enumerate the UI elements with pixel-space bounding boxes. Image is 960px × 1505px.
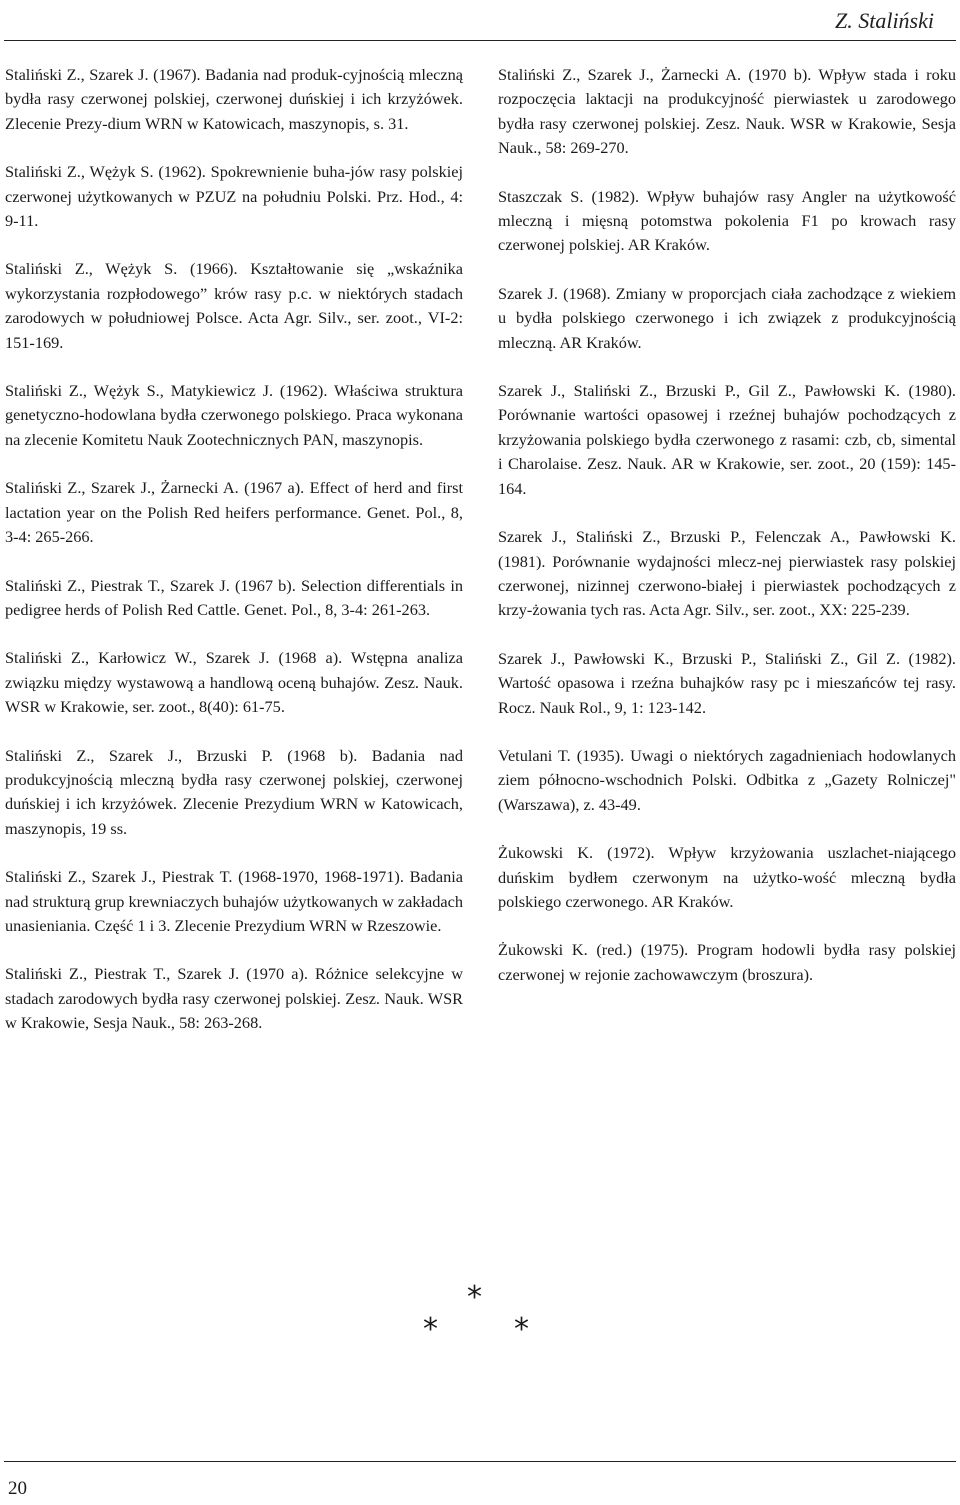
left-column [5,63,463,1060]
reference-entry: Staszczak S. (1982). Wpływ buhajów rasy Angler na użytkowość mleczną i mięsną potomstwa pokolenia F1 po krowach rasy czerwonej polskiej. AR Kraków. [498,186,956,255]
asterisk-left: * [423,1312,438,1347]
section-end-asterisks [415,1270,555,1350]
asterisk-right: * [514,1312,529,1347]
reference-entry: Staliński Z., Szarek J. (1967). Badania nad produk-cyjnością mleczną bydła rasy czerwonej polskiej, czerwonej duńskiej i ich krzyżówek. Zlecenie Prezy-dium WRN w Katowicach, maszynopis, s. 31. [5,65,463,133]
asterisk-top: * [467,1280,482,1315]
reference-entry: Staliński Z., Wężyk S. (1966). Kształtowanie się „wskaźnika wykorzystania rozpłodowego” krów rasy p.c. w niektórych stadach zarodowych w południowej Polsce. Acta Agr. Silv., ser. zoot., VI-2: 151-169. [5,259,463,352]
reference-entry: Staliński Z., Piestrak T., Szarek J. (1970 a). Różnice selekcyjne w stadach zarodowych bydła rasy czerwonej polskiej. Zesz. Nauk. WSR w Krakowie, Sesja Nauk., 58: 263-268. [5,964,463,1033]
reference-entry: Staliński Z., Wężyk S., Matykiewicz J. (1962). Właściwa struktura genetyczno-hodowlana bydła czerwonego polskiego. Praca wykonana na zlecenie Komitetu Nauk Zootechnicznych PAN, maszynopis. [5,381,463,449]
page-number: 20 [8,1478,27,1499]
reference-entry: Staliński Z., Karłowicz W., Szarek J. (1968 a). Wstępna analiza związku między wystawową a handlową oceną buhajów. Zesz. Nauk. WSR w Krakowie, ser. zoot., 8(40): 61-75. [5,648,463,717]
footer-rule [4,1461,956,1462]
reference-entry: Staliński Z., Szarek J., Brzuski P. (1968 b). Badania nad produkcyjnością mleczną bydła rasy czerwonej polskiej, czerwonej duńskiej i ich krzyżówek. Zlecenie Prezydium WRN w Katowicach, maszynopis, 19 ss. [5,745,463,838]
reference-entry: Staliński Z., Wężyk S. (1962). Spokrewnienie buha-jów rasy polskiej czerwonej użytkowanych w PZUZ na południu Polski. Prz. Hod., 4: 9-11. [5,162,463,231]
reference-entry: Staliński Z., Szarek J., Żarnecki A. (1970 b). Wpływ stada i roku rozpoczęcia laktacji na produkcyjność pierwiastek u zarodowego bydła rasy czerwonej polskiej. Zesz. Nauk. WSR w Krakowie, Sesja Nauk., 58: 269-270. [498,65,956,158]
running-header-author: Z. Staliński [834,8,934,33]
header-rule [4,40,956,41]
reference-entry: Staliński Z., Piestrak T., Szarek J. (1967 b). Selection differentials in pedigree herds of Polish Red Cattle. Genet. Pol., 8, 3-4: 261-263. [5,575,463,619]
reference-entry: Szarek J., Staliński Z., Brzuski P., Felenczak A., Pawłowski K. (1981). Porównanie wydajności mlecz-nej pierwiastek rasy polskiej czerwonej, nizinnej czerwono-białej i pierwiastek pochodzących z krzy-żowania tych ras. Acta Agr. Silv., ser. zoot., XX: 225-239. [498,527,956,620]
reference-entry: Szarek J. (1968). Zmiany w proporcjach ciała zachodzące z wiekiem u bydła polskiego czerwonego i ich związek z produkcyjnością mleczną. AR Kraków. [498,283,956,352]
reference-entry: Żukowski K. (red.) (1975). Program hodowli bydła rasy polskiej czerwonej w rejonie zachowawczym (broszura). [498,940,956,984]
reference-entry: Staliński Z., Szarek J., Piestrak T. (1968-1970, 1968-1971). Badania nad strukturą grup krewniaczych buhajów użytkowanych w zakładach unasieniania. Część 1 i 3. Zlecenie Prezydium WRN w Rzeszowie. [5,867,463,935]
reference-entry: Szarek J., Pawłowski K., Brzuski P., Staliński Z., Gil Z. (1982). Wartość opasowa i rzeźna buhajków rasy pc i mieszańców tej rasy. Rocz. Nauk Rol., 9, 1: 123-142. [498,648,956,717]
reference-entry: Szarek J., Staliński Z., Brzuski P., Gil Z., Pawłowski K. (1980). Porównanie wartości opasowej i rzeźnej buhajów pochodzących z krzyżowania polskiego bydła czerwonego z rasami: czb, cb, simental i Charolaise. Zesz. Nauk. AR w Krakowie, ser. zoot., 20 (159): 145-164. [498,381,956,498]
right-column [498,63,956,1011]
reference-entry: Staliński Z., Szarek J., Żarnecki A. (1967 a). Effect of herd and first lactation year on the Polish Red heifers performance. Genet. Pol., 8, 3-4: 265-266. [5,478,463,547]
reference-entry: Żukowski K. (1972). Wpływ krzyżowania uszlachet-niającego duńskim bydłem czerwonym na użytko-wość mleczną bydła polskiego czerwonego. AR Kraków. [498,843,956,911]
reference-entry: Vetulani T. (1935). Uwagi o niektórych zagadnieniach hodowlanych ziem północno-wschodnich Polski. Odbitka z „Gazety Rolniczej" (Warszawa), z. 43-49. [498,745,956,814]
